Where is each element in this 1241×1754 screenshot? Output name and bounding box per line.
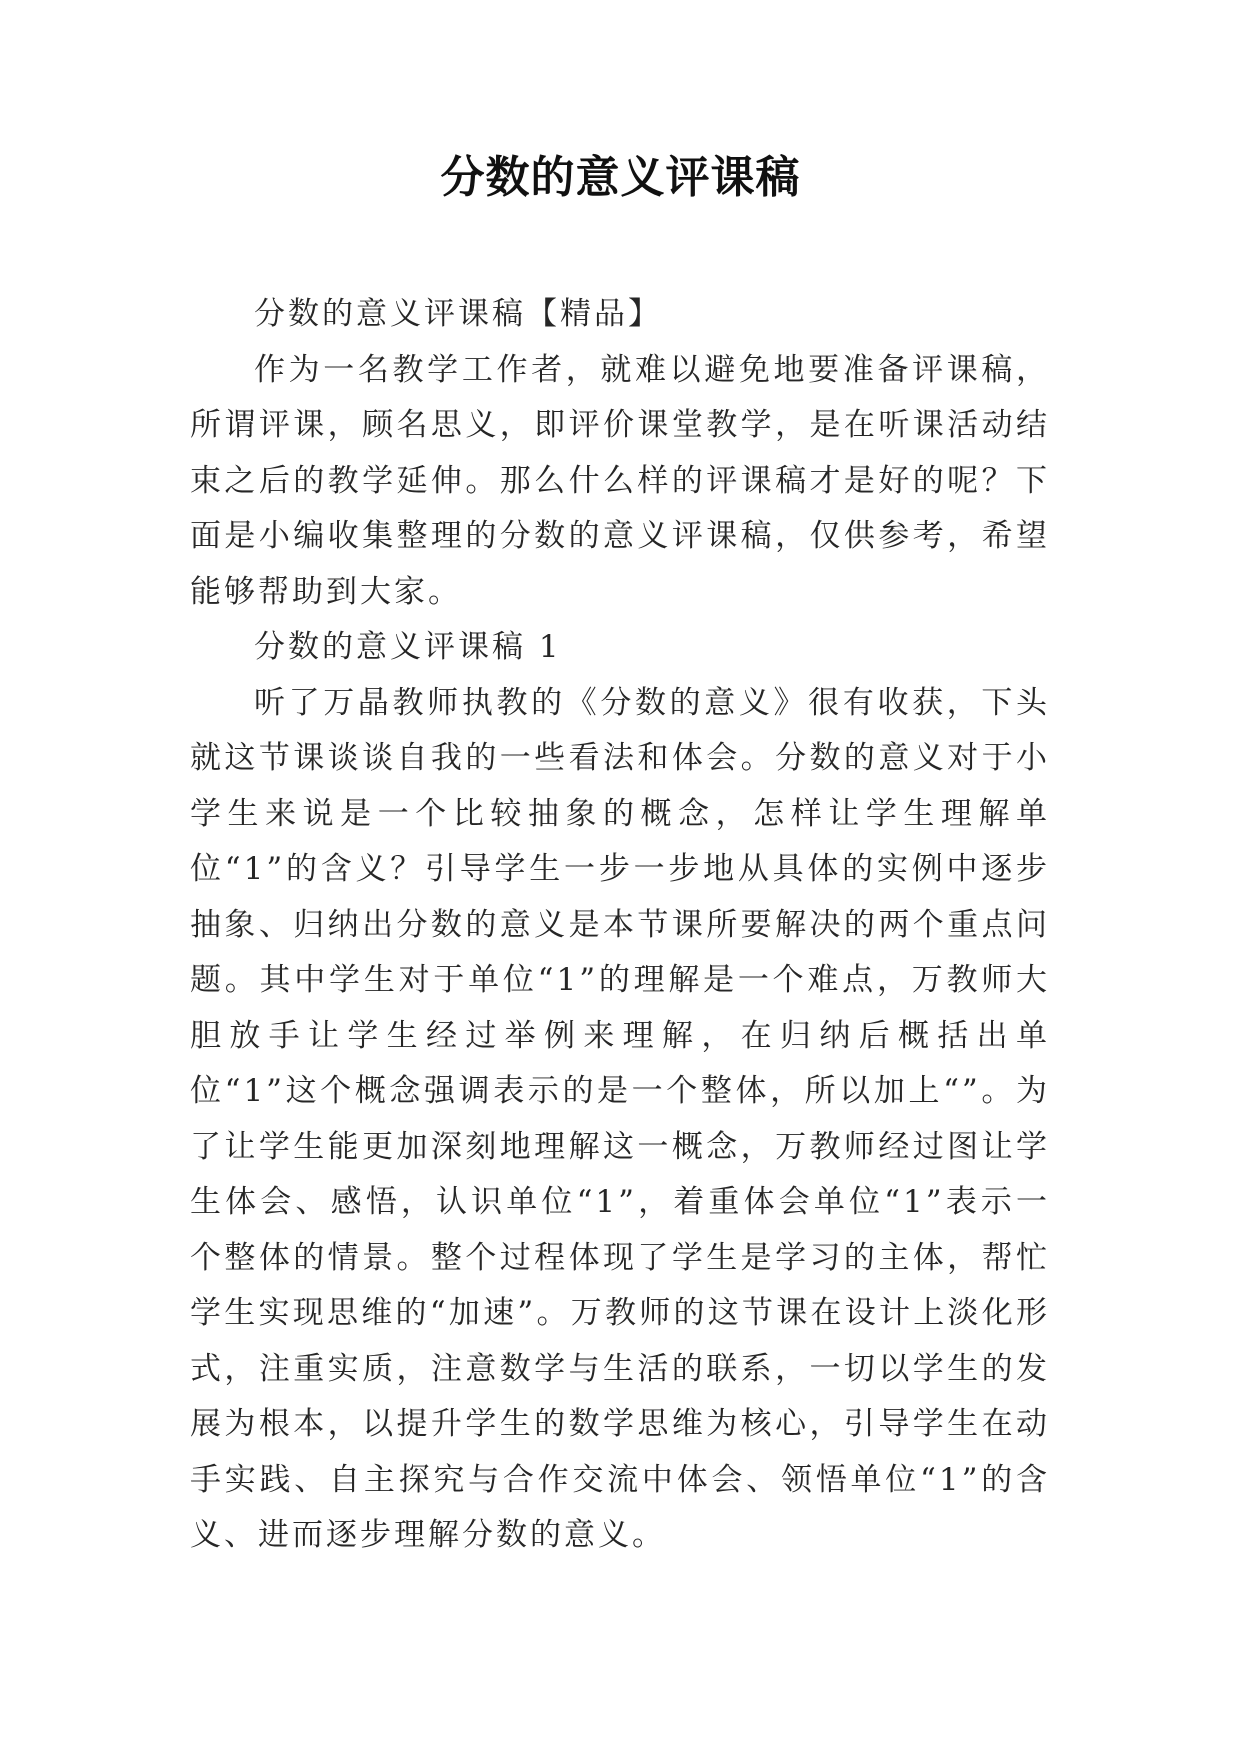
document-body [190,287,1050,1564]
document-title: 分数的意义评课稿 [440,152,801,203]
paragraph-intro: 作为一名教学工作者，就难以避免地要准备评课稿，所谓评课，顾名思义，即评价课堂教学，是在听课活动结束之后的教学延伸。那么什么样的评课稿才是好的呢？下面是小编收集整理的分数的意义评课稿，仅供参考，希望能够帮助到大家。 [190,351,1050,610]
paragraph-heading-intro: 分数的意义评课稿【精品】 [254,296,662,332]
paragraph-heading-1: 分数的意义评课稿 1 [254,629,562,665]
paragraph-review-1: 听了万晶教师执教的《分数的意义》很有收获，下头就这节课谈谈自我的一些看法和体会。分数的意义对于小学生来说是一个比较抽象的概念，怎样让学生理解单位“1”的含义？引导学生一步一步地从具体的实例中逐步抽象、归纳出分数的意义是本节课所要解决的两个重点问题。其中学生对于单位“1”的理解是一个难点，万教师大胆放手让学生经过举例来理解，在归纳后概括出单位“1”这个概念强调表示的是一个整体，所以加上“”。为了让学生能更加深刻地理解这一概念，万教师经过图让学生体会、感悟，认识单位“1”，着重体会单位“1”表示一个整体的情景。整个过程体现了学生是学习的主体，帮忙学生实现思维的“加速”。万教师的这节课在设计上淡化形式，注重实质，注意数学与生活的联系，一切以学生的发展为根本，以提升学生的数学思维为核心，引导学生在动手实践、自主探究与合作交流中体会、领悟单位“1”的含义、进而逐步理解分数的意义。 [190,684,1050,1553]
